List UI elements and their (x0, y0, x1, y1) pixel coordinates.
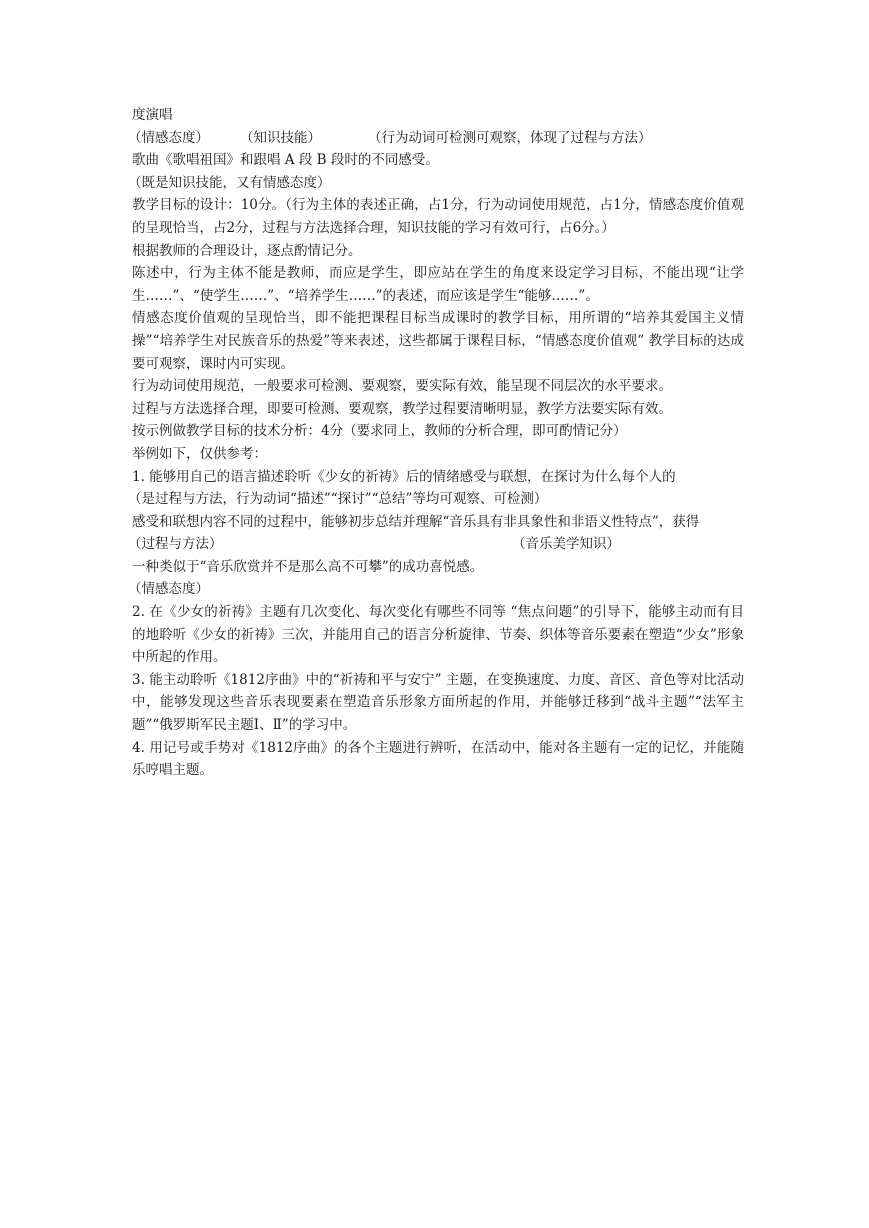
paragraph: 陈述中，行为主体不能是教师，而应是学生，即应站在学生的角度来设定学习目标，不能出现“让学生……”、“使学生……”、“培养学生……”的表述，而应该是学生“能够……”。 (132, 265, 744, 304)
annotation-row (128, 127, 744, 150)
document-body (128, 104, 744, 782)
paragraph: 教学目标的设计：10分。（行为主体的表述正确，占1分，行为动词使用规范，占1分，情感态度价值观的呈现恰当，占2分，过程与方法选择合理，知识技能的学习有效可行，占6分。） (132, 197, 744, 236)
annotation-affective: （情感态度） (128, 129, 209, 146)
annotation-knowledge: （知识技能） (240, 129, 321, 146)
annotation-verb: （行为动词可检测可观察，体现了过程与方法） (368, 129, 652, 146)
paragraph: 感受和联想内容不同的过程中，能够初步总结并理解“音乐具有非具象性和非语义性特点”，获得 (132, 513, 700, 530)
text-line: 歌曲《歌唱祖国》和跟唱 A 段 B 段时的不同感受。 (132, 152, 439, 169)
annotation-line: （情感态度） (128, 581, 209, 598)
annotation-aesthetics: （音乐美学知识） (512, 536, 620, 553)
paragraph: 过程与方法选择合理，即要可检测、要观察，教学过程要清晰明显，教学方法要实际有效。 (132, 400, 672, 417)
annotation-row (128, 533, 744, 556)
example-item-2: 2. 在《少女的祈祷》主题有几次变化、每次变化有哪些不同等 “焦点问题”的引导下，能够主动而有目的地聆听《少女的祈祷》三次，并能用自己的语言分析旋律、节奏、织体等音乐要素在塑造“少女”形象中所起的作用。 (132, 604, 744, 666)
text-line: 度演唱 (132, 107, 173, 123)
paragraph: 情感态度价值观的呈现恰当，即不能把课程目标当成课时的教学目标，用所谓的“培养其爱国主义情操”“培养学生对民族音乐的热爱”等来表述，这些都属于课程目标，“情感态度价值观” 教学目标的达成要可观察，课时内可实现。 (132, 310, 744, 372)
annotation-line: （是过程与方法，行为动词“描述”“探讨”“总结”等均可观察、可检测） (128, 491, 548, 508)
paragraph: 按示例做教学目标的技术分析：4分（要求同上，教师的分析合理，即可酌情记分） (132, 423, 627, 440)
annotation-line: （既是知识技能，又有情感态度） (128, 174, 331, 191)
example-item-4: 4. 用记号或手势对《1812序曲》的各个主题进行辨听，在活动中，能对各主题有一定的记忆，并能随乐哼唱主题。 (132, 739, 744, 779)
annotation-process: （过程与方法） (128, 536, 223, 553)
paragraph: 举例如下，仅供参考： (132, 445, 267, 462)
example-item-1: 1. 能够用自己的语言描述聆听《少女的祈祷》后的情绪感受与联想，在探讨为什么每个人的 (132, 468, 676, 485)
paragraph: 行为动词使用规范，一般要求可检测、要观察，要实际有效，能呈现不同层次的水平要求。 (132, 378, 672, 395)
paragraph: 一种类似于“音乐欣赏并不是那么高不可攀”的成功喜悦感。 (132, 558, 484, 575)
paragraph: 根据教师的合理设计，逐点酌情记分。 (132, 242, 362, 259)
example-item-3: 3. 能主动聆听《1812序曲》中的“祈祷和平与安宁” 主题，在变换速度、力度、音区、音色等对比活动中，能够发现这些音乐表现要素在塑造音乐形象方面所起的作用，并能够迁移到“战斗主题”“法军主题”“俄罗斯军民主题Ⅰ、Ⅱ”的学习中。 (132, 671, 744, 734)
